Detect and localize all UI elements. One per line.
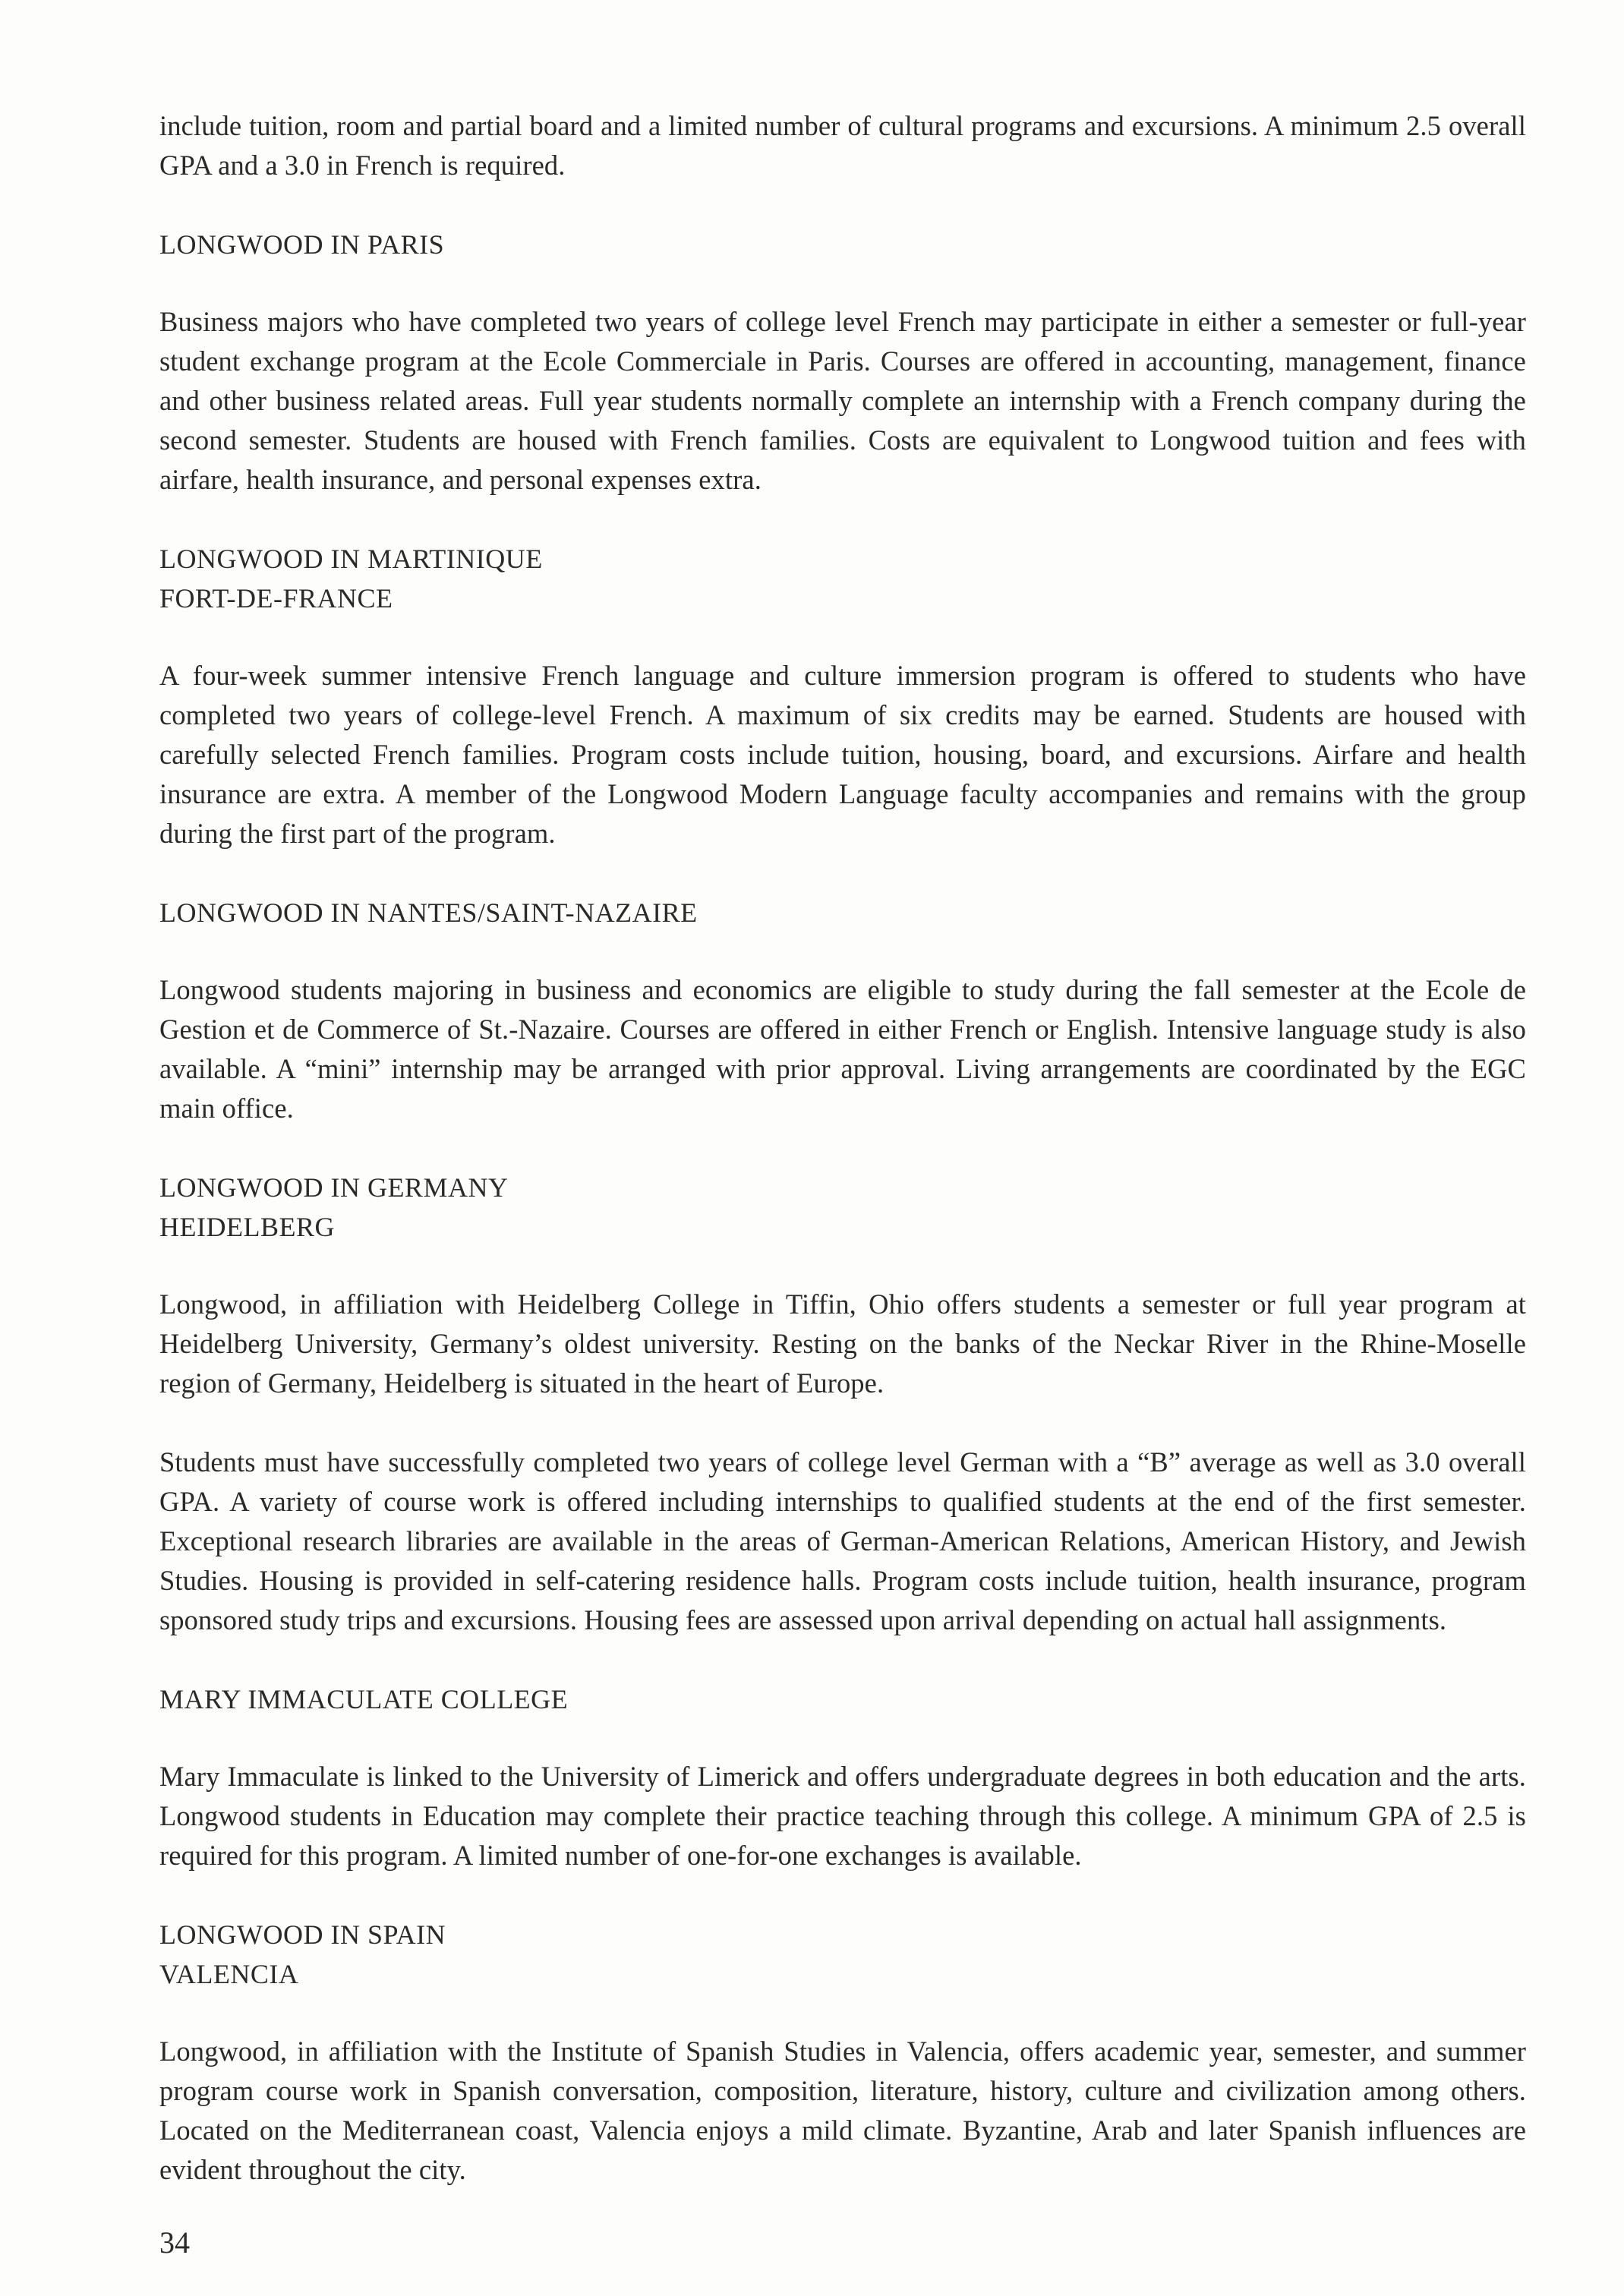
intro-paragraph: include tuition, room and partial board and a limited number of cultural programs and excursions. A minimum 2.5 overall GPA and a 3.0 in French is required.: [159, 110, 1526, 181]
heading-germany: LONGWOOD IN GERMANY: [159, 1172, 509, 1203]
heading-spain: LONGWOOD IN SPAIN: [159, 1919, 446, 1950]
paragraph-nantes: Longwood students majoring in business and economics are eligible to study during the fall semester at the Ecole de Gestion et de Commerce of St.-Nazaire. Courses are offered in either French or English. Intensive language study is also available. A “mini” internship may be arranged with prior approval. Living arrangements are coordinated by the EGC main office.: [159, 974, 1526, 1124]
paragraph-mary-immaculate: Mary Immaculate is linked to the University of Limerick and offers undergraduate degrees in both education and the arts. Longwood students in Education may complete their practice teaching through this college. A minimum GPA of 2.5 is required for this program. A limited number of one-for-one exchanges is available.: [159, 1761, 1526, 1871]
page-number: 34: [159, 2225, 190, 2260]
heading-paris: LONGWOOD IN PARIS: [159, 229, 445, 260]
heading-martinique: LONGWOOD IN MARTINIQUE: [159, 544, 543, 574]
subheading-valencia: VALENCIA: [159, 1959, 299, 1989]
heading-mary-immaculate: MARY IMMACULATE COLLEGE: [159, 1684, 569, 1714]
heading-nantes-saint-nazaire: LONGWOOD IN NANTES/SAINT-NAZAIRE: [159, 897, 698, 928]
paragraph-spain: Longwood, in affiliation with the Institute of Spanish Studies in Valencia, offers academic year, semester, and summer program course work in Spanish conversation, composition, literature, history, culture and civilization among others. Located on the Mediterranean coast, Valencia enjoys a mild climate. Byzantine, Arab and later Spanish influences are evident throughout the city.: [159, 2036, 1526, 2185]
paragraph-germany-1: Longwood, in affiliation with Heidelberg College in Tiffin, Ohio offers students a semester or full year program at Heidelberg University, Germany’s oldest university. Resting on the banks of the Neckar River in the Rhine-Moselle region of Germany, Heidelberg is situated in the heart of Europe.: [159, 1288, 1526, 1399]
subheading-fort-de-france: FORT-DE-FRANCE: [159, 583, 393, 613]
paragraph-germany-2: Students must have successfully completed two years of college level German with a “B” average as well as 3.0 overall GPA. A variety of course work is offered including internships to qualified students at the end of the first semester. Exceptional research libraries are available in the areas of German-American Relations, American History, and Jewish Studies. Housing is provided in self-catering residence halls. Program costs include tuition, health insurance, program sponsored study trips and excursions. Housing fees are assessed upon arrival depending on actual hall assignments.: [159, 1446, 1526, 1635]
paragraph-paris: Business majors who have completed two years of college level French may participate in either a semester or full-year student exchange program at the Ecole Commerciale in Paris. Courses are offered in accounting, management, finance and other business related areas. Full year students normally complete an internship with a French company during the second semester. Students are housed with French families. Costs are equivalent to Longwood tuition and fees with airfare, health insurance, and personal expenses extra.: [159, 306, 1526, 495]
subheading-heidelberg: HEIDELBERG: [159, 1212, 335, 1242]
page-content: [159, 106, 1526, 2190]
paragraph-martinique: A four-week summer intensive French language and culture immersion program is offered to students who have completed two years of college-level French. A maximum of six credits may be earned. Students are housed with carefully selected French families. Program costs include tuition, housing, board, and excursions. Airfare and health insurance are extra. A member of the Longwood Modern Language faculty accompanies and remains with the group during the first part of the program.: [159, 660, 1526, 849]
